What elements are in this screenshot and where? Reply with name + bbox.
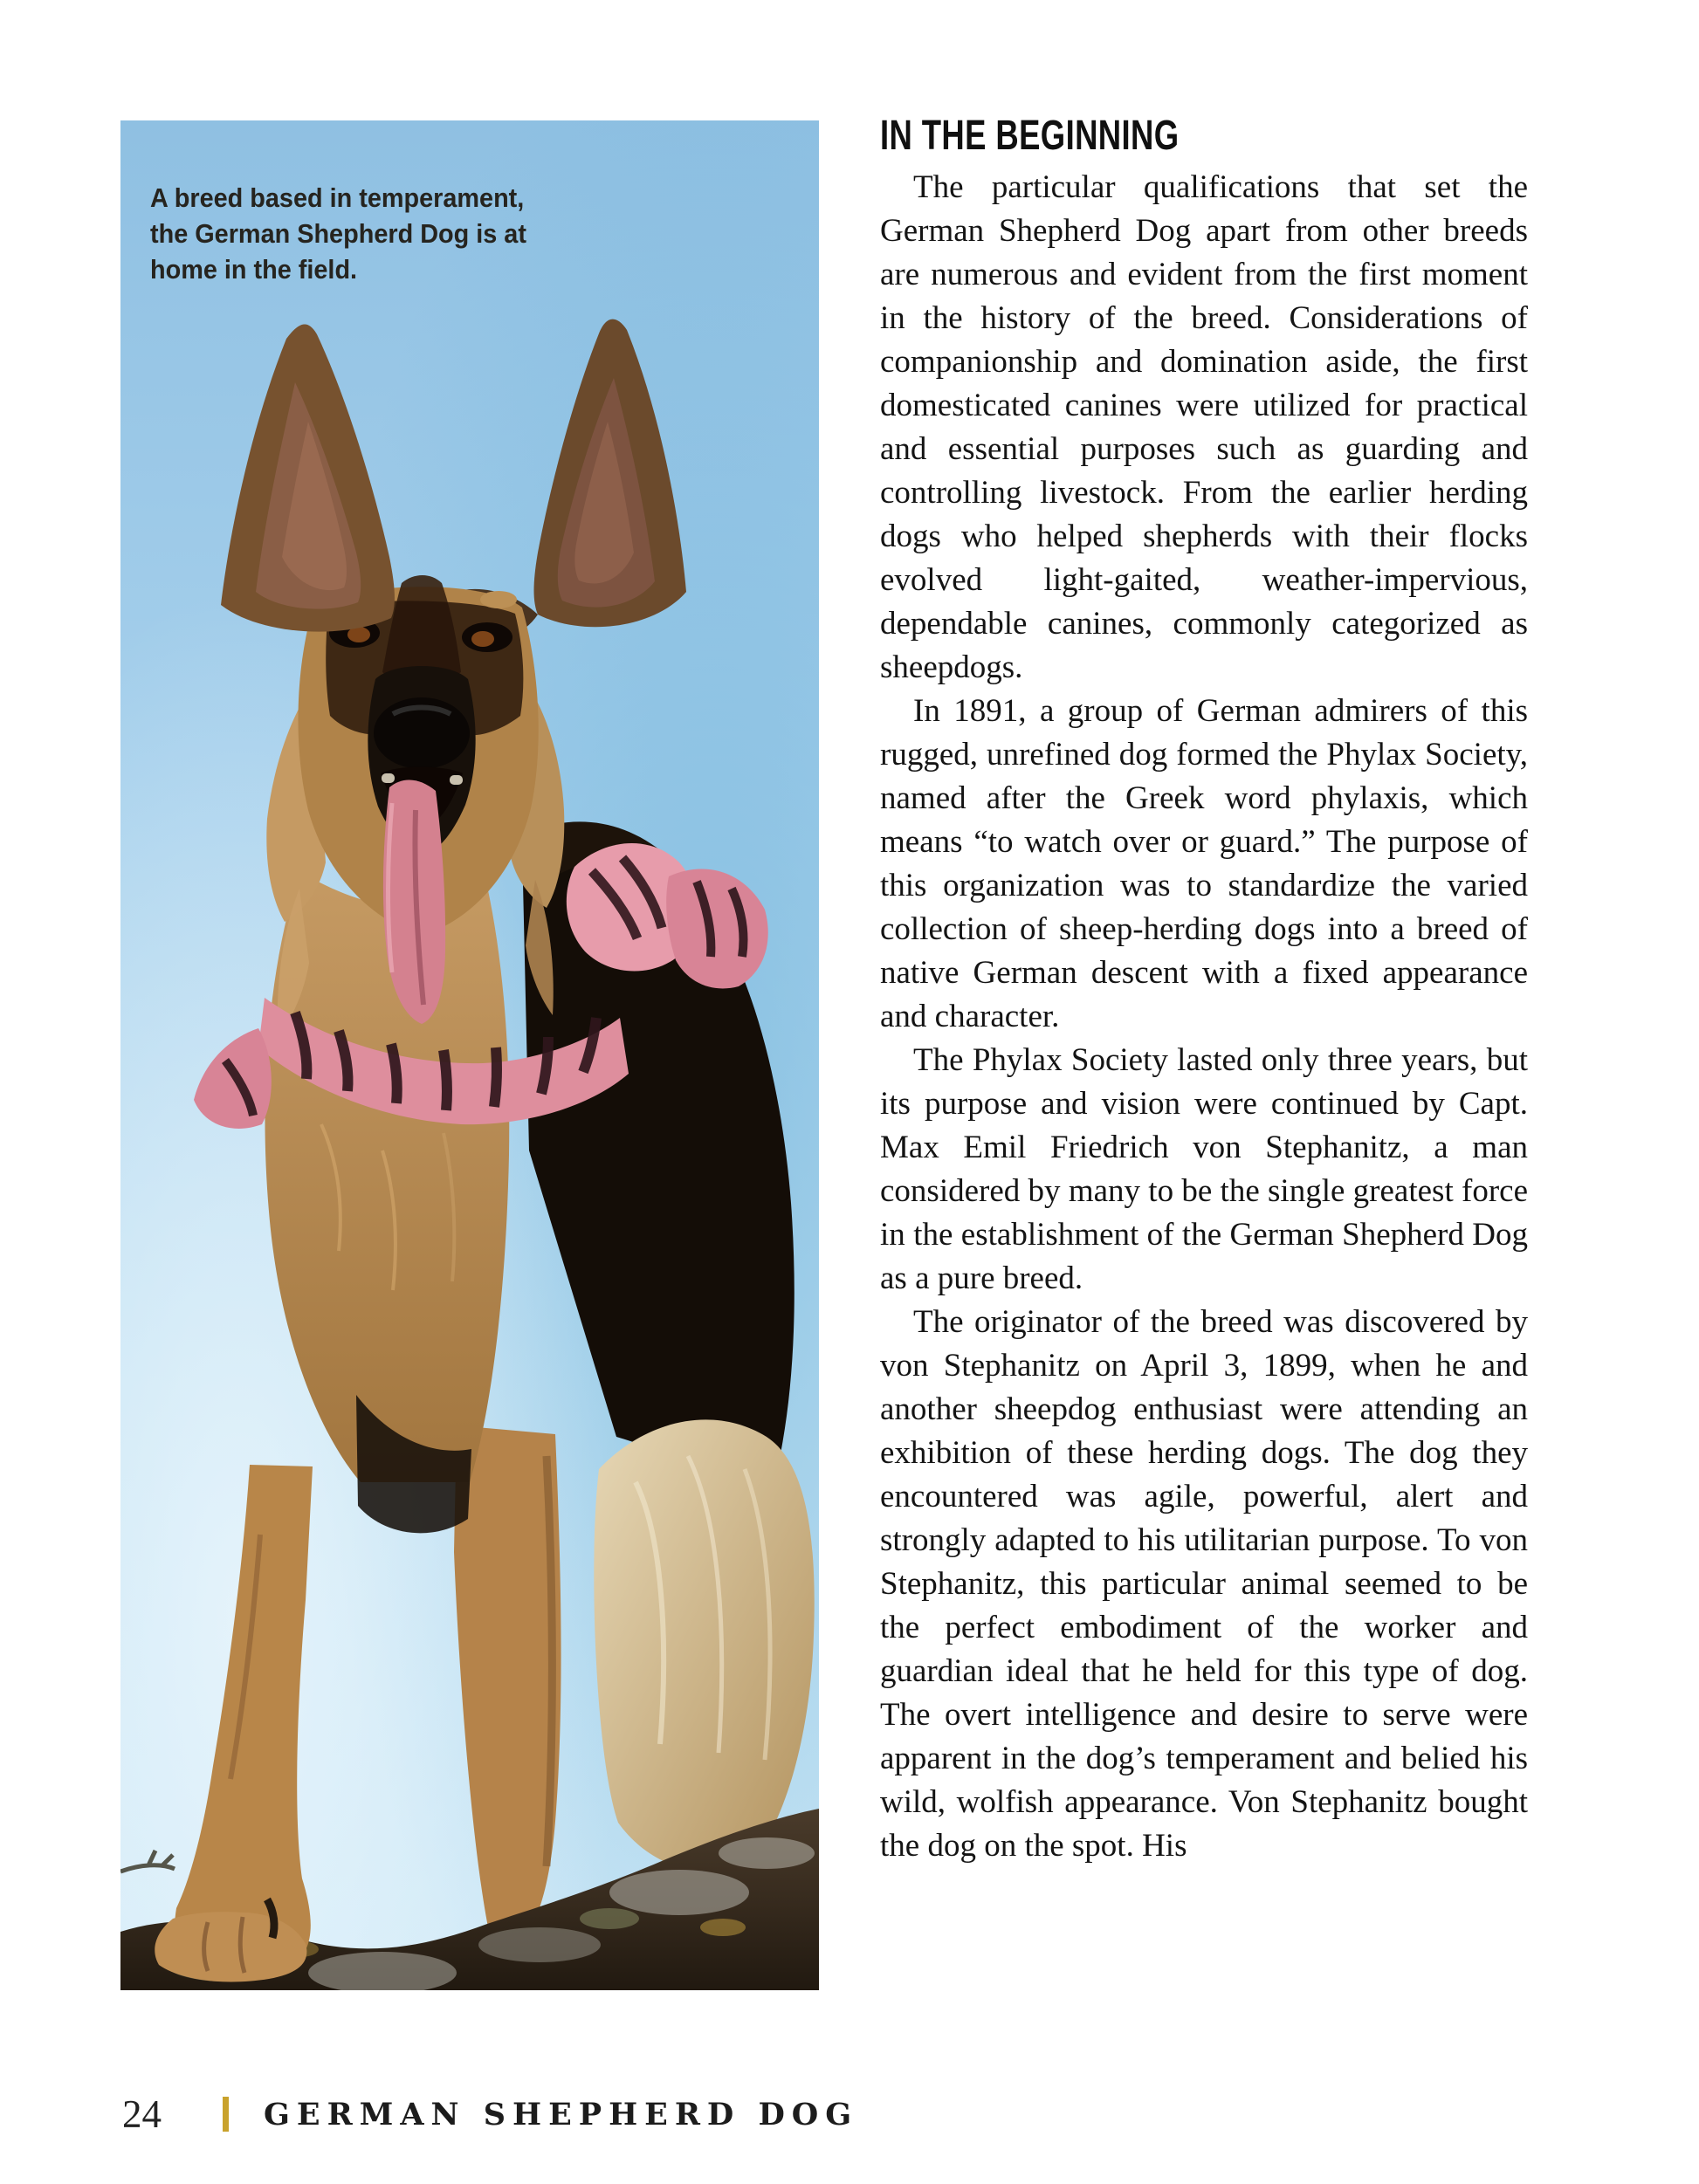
photo-caption bbox=[150, 180, 573, 287]
section-heading: IN THE BEGINNING bbox=[880, 113, 1180, 159]
book-title: GERMAN SHEPHERD DOG bbox=[264, 2096, 859, 2132]
dog-photo bbox=[120, 120, 819, 1990]
dog-hind-fur bbox=[594, 1419, 814, 1872]
paragraph-3: The Phylax Society lasted only three years, but its purpose and vision were continued by Capt. Max Emil Friedrich von Stephanitz, a man considered by many to be the single greatest force in the establishment of the German Shepherd Dog as a pure breed. bbox=[880, 1042, 1528, 1296]
article-column bbox=[880, 113, 1528, 1868]
nose bbox=[374, 697, 470, 769]
paragraph-4: The originator of the breed was discovered by von Stephanitz on April 3, 1899, when he and another sheepdog enthusiast were attending an exhibition of these herding dogs. The dog they encountered was agile, powerful, alert and strongly adapted to his utilitarian purpose. To von Stephanitz, this particular animal seemed to be the perfect embodiment of the worker and guardian ideal that he held for this type of dog. The overt intelligence and desire to serve were apparent in the dog’s temperament and belied his wild, wolfish appearance. Von Stephanitz bought the dog on the spot. His bbox=[880, 1304, 1528, 1864]
dog-photo-illustration bbox=[120, 120, 819, 1990]
paragraph-1: The particular qualifications that set the German Shepherd Dog apart from other breeds are numerous and evident from the first moment in the history of the breed. Considerations of companionship and domination aside, the first domesticated canines were utilized for practical and essential purposes such as guarding and controlling livestock. From the earlier herding dogs who helped shepherds with their flocks evolved light-gaited, weather-impervious, dependable canines, commonly categorized as sheepdogs. bbox=[880, 169, 1528, 685]
paragraph-2: In 1891, a group of German admirers of this rugged, unrefined dog formed the Phylax Society, named after the Greek word phylaxis, which means “to watch over or guard.” The purpose of this organization was to standardize the varied collection of sheep-herding dogs into a breed of native German descent with a fixed appearance and character. bbox=[880, 693, 1528, 1034]
footer-divider bbox=[223, 2097, 229, 2132]
page-footer bbox=[122, 2088, 858, 2140]
caption-line: the German Shepherd Dog is at bbox=[150, 218, 526, 249]
page-number: 24 bbox=[122, 2092, 162, 2136]
right-brow bbox=[480, 591, 517, 608]
caption-line: A breed based in temperament, bbox=[150, 182, 525, 213]
caption-line: home in the field. bbox=[150, 254, 358, 285]
